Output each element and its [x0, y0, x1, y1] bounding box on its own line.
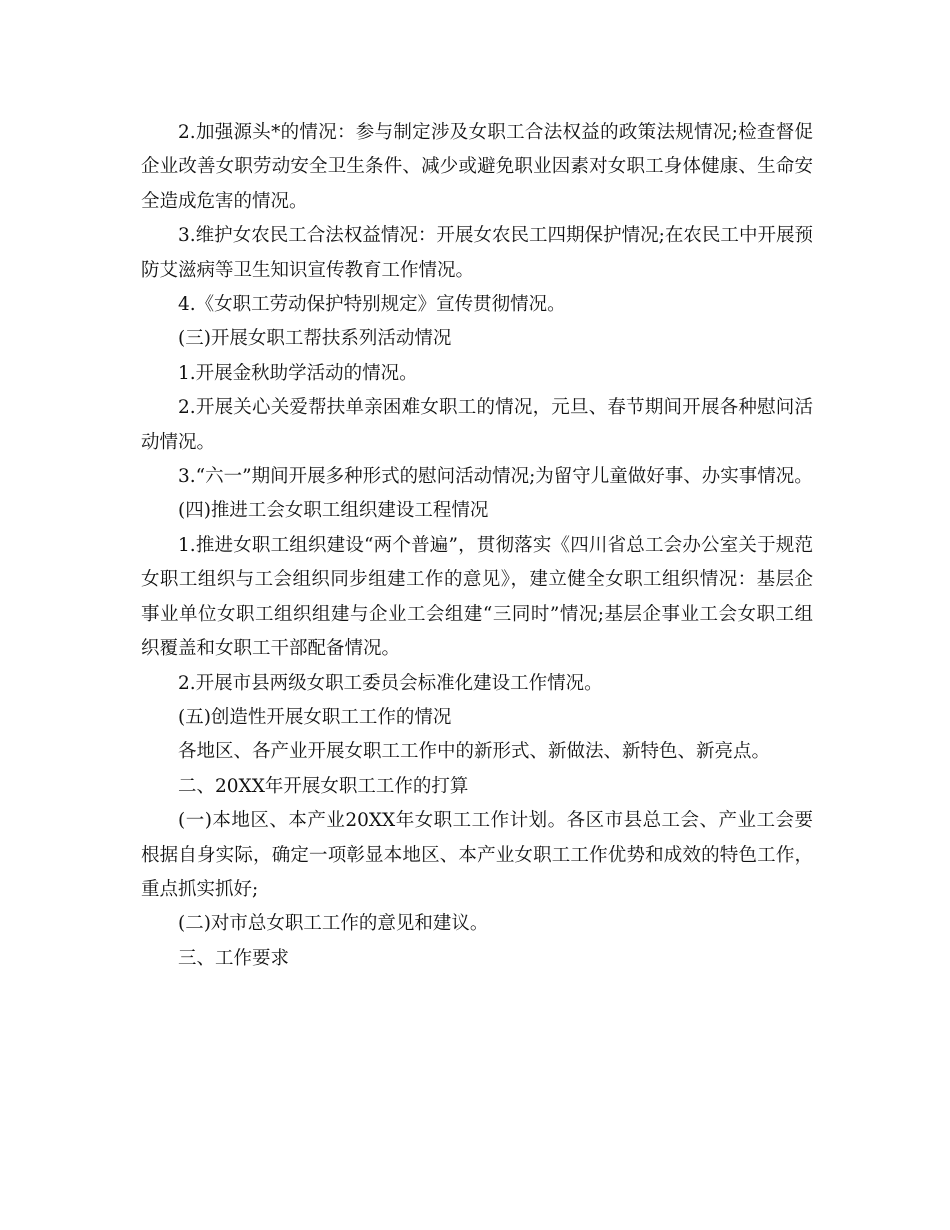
section-heading-5: (五)创造性开展女职工工作的情况	[178, 706, 452, 728]
paragraph-suggestions: (二)对市总女职工工作的意见和建议。	[178, 913, 489, 935]
paragraph-item-2-single-parent-support: 2.开展关心关爱帮扶单亲困难女职工的情况，元旦、春节期间开展各种慰问活动情况。	[141, 397, 813, 453]
paragraph-item-1-organization-building: 1.推进女职工组织建设“两个普遍”，贯彻落实《四川省总工会办公室关于规范女职工组织与工会组织同步组建工作的意见》，建立健全女职工组织情况：基层企事业单位女职工组织组建与企业工会组建“三同时”情况;基层企事业工会女职工组织覆盖和女职工干部配备情况。	[141, 534, 813, 660]
section-heading-3: (三)开展女职工帮扶系列活动情况	[178, 328, 452, 350]
paragraph-innovation: 各地区、各产业开展女职工工作中的新形式、新做法、新特色、新亮点。	[178, 741, 771, 763]
section-heading-requirements: 三、工作要求	[178, 947, 290, 969]
paragraph-item-1-golden-autumn: 1.开展金秋助学活动的情况。	[178, 362, 418, 384]
paragraph-item-3-childrens-day: 3.“六一”期间开展多种形式的慰问活动情况;为留守儿童做好事、办实事情况。	[178, 466, 813, 488]
section-heading-plans: 二、20XX年开展女职工工作的打算	[178, 775, 469, 797]
section-heading-4: (四)推进工会女职工组织建设工程情况	[178, 500, 489, 522]
paragraph-item-2-standardization: 2.开展市县两级女职工委员会标准化建设工作情况。	[178, 672, 603, 694]
paragraph-item-3-migrant-workers: 3.维护女农民工合法权益情况：开展女农民工四期保护情况;在农民工中开展预防艾滋病等卫生知识宣传教育工作情况。	[141, 225, 813, 281]
paragraph-work-plan: (一)本地区、本产业20XX年女职工工作计划。各区市县总工会、产业工会要根据自身实际，确定一项彰显本地区、本产业女职工工作优势和成效的特色工作，重点抓实抓好;	[141, 810, 813, 900]
paragraph-item-2-source-protection: 2.加强源头*的情况：参与制定涉及女职工合法权益的政策法规情况;检查督促企业改善女职劳动安全卫生条件、减少或避免职业因素对女职工身体健康、生命安全造成危害的情况。	[141, 122, 813, 212]
document-body	[141, 116, 813, 976]
paragraph-item-4-special-regulations: 4.《女职工劳动保护特别规定》宣传贯彻情况。	[178, 294, 566, 316]
